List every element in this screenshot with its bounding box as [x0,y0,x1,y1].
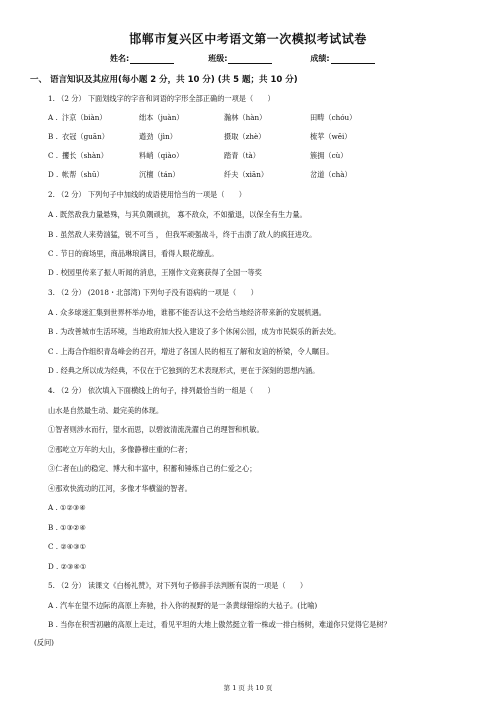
q3-option-d: D . 经典之所以成为经典，不仅在于它独到的艺术表现形式，更在于深刻的思想内涵。 [48,366,320,375]
q2-option-a: A . 既然敌我力量悬殊，与其负隅顽抗， 寡不敌众，不如撤退，以保全有生力量。 [48,210,307,219]
q5-option-b: B . 当你在积雪初融的高原上走过，看见平坦的大地上傲然挺立着一株或一排白杨树，难道你只觉得它是树？ [48,620,391,629]
question-1-stem: 1. （2 分） 下面划线字的字音和词语的字形全部正确的一项是（ ） [48,94,275,103]
score-label: 成绩: [310,54,330,63]
page-footer: 第 1 页 共 10 页 [223,684,273,692]
q1-b-item3: 摄取（zhè） [224,132,266,141]
q1-a-item1: 汴京（biàn） [62,113,107,122]
q1-d-item4: 岔道（chà） [310,170,352,179]
q2-option-d: D . 校园里传来了振人听闻的消息，王刚作文竞赛获得了全国一等奖 [48,268,262,277]
q1-b-item4: 梳苹（wēi） [310,132,352,141]
q1-c-item3: 踏青（tà） [224,151,260,160]
q5-option-b-continuation: (反问) [34,638,54,647]
exam-title: 邯郸市复兴区中考语文第一次模拟考试试卷 [129,32,367,46]
section-heading: 一、 语言知识及其应用(每小题 2 分，共 10 分) (共 5 题；共 10 分) [30,75,298,85]
q1-b-item1: 衣冠（guān） [62,132,109,141]
q1-a-item2: 绌本（juàn） [139,113,184,122]
question-5-stem: 5. （2 分） 读课文《白杨礼赞》，对下列句子修辞手法判断有误的一项是（ ） [48,581,308,590]
name-label: 姓名: [110,54,130,63]
q1-a-item3: 瀚林（hàn） [224,113,267,122]
q1-option-d [48,170,352,179]
class-label: 班级: [208,54,228,63]
class-field [208,53,272,64]
q5-option-a: A . 汽车在望不边际的高原上奔驰，扑入你的视野的是一条黄绿错综的大毡子。(比喻) [48,601,318,610]
q1-c-item2: 料峭（qiào） [139,151,184,160]
q1-option-c [48,151,347,160]
q1-a-item4: 田畴（chóu） [310,113,357,122]
q4-option-b: B . ①③②④ [48,523,86,532]
name-field [110,53,174,64]
name-blank [130,55,174,64]
q1-option-a [48,113,356,122]
student-info [110,53,470,64]
q3-option-a: A . 众多球迷汇集到世界杯举办地，谁都不能否认这不会给当地经济带来新的发展机遇。 [48,308,326,317]
question-2-stem: 2. （2 分） 下列句子中加线的成语使用恰当的一项是（ ） [48,190,246,199]
q3-option-b: B . 为改善城市生活环境，当地政府加大投入建设了多个休闲公园，成为市民娱乐的新去处。 [48,327,341,336]
q1-d-item1: 帐帮（shū） [62,170,104,179]
q4-sentence-4: ④那欢快流动的江河，多像才华横溢的智者。 [48,484,192,493]
q4-passage-intro: 山水是自然最生动、最完美的体现。 [48,406,164,415]
q1-d-item3: 纤夫（xiān） [224,170,269,179]
q4-option-a: A . ①②③④ [48,503,86,512]
q4-sentence-2: ②那屹立万年的大山，多像静穆庄重的仁者； [48,445,192,454]
q1-c-item4: 簇拥（cù） [310,151,348,160]
q1-b-label: B . [48,132,58,141]
q4-option-d: D . ②③④① [48,562,87,571]
q1-c-label: C . [48,151,59,160]
q1-option-b [48,132,351,141]
q4-option-c: C . ②④③① [48,542,87,551]
score-blank [331,55,375,64]
q1-d-item2: 沉檀（tán） [139,170,180,179]
q1-b-item2: 遒劲（jìn） [139,132,177,141]
q2-option-b: B . 虽然敌人来势汹猛，锐不可当 ， 但我军顽强战斗，终于击溃了敌人的疯狂进攻。 [48,230,317,239]
q1-d-label: D . [48,170,59,179]
q3-option-c: C . 上海合作组织青岛峰会的召开，增进了各国人民的相互了解和友谊的桥梁，令人瞩目。 [48,347,334,356]
q4-sentence-1: ①智者则涉水而行，望水而思，以碧波清流洗濯自己的理智和机敏。 [48,425,264,434]
q1-a-label: A . [48,113,58,122]
question-3-stem: 3. （2 分） (2018・北部湾) 下列句子没有语病的一项是（ ） [48,288,258,297]
class-blank [228,55,272,64]
score-field [310,53,374,64]
question-4-stem: 4. （2 分） 依次填入下面横线上的句子，排列最恰当的一组是（ ） [48,386,275,395]
q4-sentence-3: ③仁者在山的稳定、博大和丰富中，积蓄和锤炼自己的仁爱之心； [48,464,257,473]
q1-c-item1: 攫长（shàn） [62,151,108,160]
q2-option-c: C . 节日的商场里，商品琳琅满目，看得人眼花缭乱。 [48,249,219,258]
